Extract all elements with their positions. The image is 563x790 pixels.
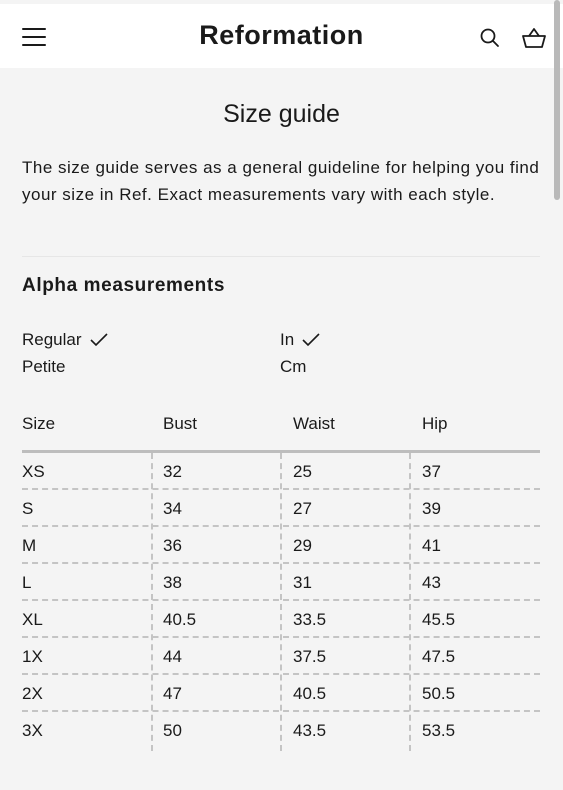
section-divider — [22, 256, 540, 257]
basket-icon[interactable] — [521, 26, 547, 50]
cell-waist: 37.5 — [293, 647, 327, 666]
cell-waist: 43.5 — [293, 721, 327, 740]
check-icon — [302, 333, 320, 347]
cell-hip: 47.5 — [422, 647, 456, 666]
cell-waist: 25 — [293, 462, 312, 481]
fit-option-label: Regular — [22, 330, 82, 349]
cell-hip: 43 — [422, 573, 441, 592]
column-divider — [409, 453, 411, 751]
cell-bust: 34 — [163, 499, 182, 518]
cell-size: L — [22, 573, 32, 592]
section-title: Alpha measurements — [22, 275, 225, 296]
cell-size: 1X — [22, 647, 43, 666]
cell-bust: 50 — [163, 721, 182, 740]
cell-bust: 32 — [163, 462, 182, 481]
cell-bust: 47 — [163, 684, 182, 703]
cell-waist: 29 — [293, 536, 312, 555]
fit-option-label: Petite — [22, 357, 66, 376]
unit-option-label: Cm — [280, 357, 307, 376]
cell-size: M — [22, 536, 37, 555]
cell-waist: 33.5 — [293, 610, 327, 629]
fit-option-petite[interactable] — [22, 357, 65, 377]
cell-waist: 40.5 — [293, 684, 327, 703]
cell-waist: 31 — [293, 573, 312, 592]
cell-hip: 45.5 — [422, 610, 456, 629]
column-header-size: Size — [22, 414, 56, 433]
column-header-waist: Waist — [293, 414, 335, 433]
cell-hip: 37 — [422, 462, 441, 481]
cell-hip: 50.5 — [422, 684, 456, 703]
cell-size: 2X — [22, 684, 43, 703]
unit-option-label: In — [280, 330, 295, 349]
cell-size: XL — [22, 610, 43, 629]
cell-hip: 53.5 — [422, 721, 456, 740]
column-header-hip: Hip — [422, 414, 448, 433]
fit-option-regular[interactable] — [22, 330, 108, 350]
cell-size: 3X — [22, 721, 43, 740]
cell-bust: 40.5 — [163, 610, 197, 629]
table-header — [22, 408, 540, 451]
cell-bust: 38 — [163, 573, 182, 592]
column-divider — [280, 453, 282, 751]
intro-text: The size guide serves as a general guideline for helping you find your size in Ref. Exact measurements vary with each style. — [22, 158, 540, 204]
unit-option-in[interactable] — [280, 330, 320, 350]
brand-logo[interactable]: Reformation — [199, 20, 364, 50]
check-icon — [90, 333, 108, 347]
search-icon[interactable] — [479, 27, 501, 49]
site-header — [0, 4, 563, 68]
page-title: Size guide — [223, 100, 340, 128]
cell-size: S — [22, 499, 34, 518]
size-table — [22, 408, 540, 749]
cell-bust: 44 — [163, 647, 182, 666]
cell-bust: 36 — [163, 536, 182, 555]
hamburger-menu-icon[interactable] — [22, 28, 46, 46]
cell-waist: 27 — [293, 499, 312, 518]
cell-hip: 41 — [422, 536, 441, 555]
unit-option-cm[interactable] — [280, 357, 306, 377]
column-divider — [151, 453, 153, 751]
cell-hip: 39 — [422, 499, 441, 518]
cell-size: XS — [22, 462, 45, 481]
column-header-bust: Bust — [163, 414, 198, 433]
